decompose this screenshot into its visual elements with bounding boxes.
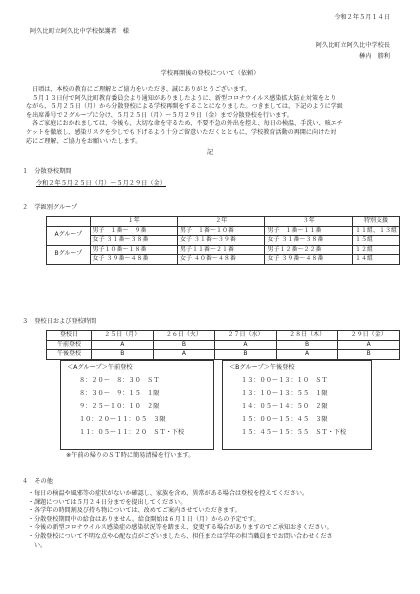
header-cell: ３年 [265,217,353,227]
schedule-corner: 登校日 [47,331,92,341]
schedule-cell: B [338,350,400,360]
sender-school: 阿久比町立阿久比中学校長 [315,42,390,49]
schedule-table [46,330,400,360]
period-text: 令和２年５月２５日（月）～５月２９日（金） [36,180,166,187]
document-title: 学校再開後の登校について（依頼） [160,70,260,77]
intro-line: 各ご家庭におかれましては、今後も、大切な命を守るため、不要不急の外出を控え、毎日の検温、手洗い、咳エチ [32,120,343,128]
date-cell: ２５日（月） [92,331,154,341]
schedule-cell: B [92,350,154,360]
schedule-row [47,350,400,360]
section1-heading: １ 分散登校期間 [22,168,72,175]
table-cell: １４組 [352,255,399,265]
time-slot: １３：００～１３：１０ ＳＴ [241,377,328,384]
time-slot: １４：０５～１４：５０ ２限 [241,403,328,410]
table-cell: 女子 ３１番～３８番 [265,236,353,246]
list-item: ・各学年の時間割及び持ち物については、改めてご案内させていただきます。 [28,507,241,515]
section2-heading: ２ 学級別グループ [22,204,78,211]
list-item: ・毎日の検温や風邪等の症状がないか確認し、家族を含め、異常がある場合は登校を控えてください。 [28,490,309,497]
date-cell: ２８日（木） [276,331,338,341]
intro-line: 応にご理解、ご協力をお願いいたします。 [26,137,142,145]
recipient: 阿久比町立阿久比中学校保護者 様 [30,28,129,35]
date-cell: ２９日（金） [338,331,400,341]
table-cell: 男子 １番～１０番 [178,226,265,236]
group-b-times-box [222,360,372,450]
row-label: 午後登校 [47,350,92,360]
intro-line: ながら、５月２５日（月）から分散登校による学校再開をすることになりました。つきましては、下記のように学級 [26,103,343,111]
time-slot: １０：２０～１１：０５ ３限 [79,416,166,423]
group-label: Aグループ [47,226,91,245]
table-cell: 女子 ３１番～３９番 [178,236,265,246]
schedule-cell: B [276,340,338,350]
group-table [46,216,400,265]
intro-line: 日頃は、本校の教育にご理解とご協力をいただき、誠にありがとうございます。 [32,86,251,93]
time-slot: １１：０５～１１：２０ ＳＴ・下校 [79,429,185,436]
list-item: ・課題については５月２４日分までを提出してください。 [28,498,187,506]
other-notes-list [28,490,333,550]
table-cell: 男子１２番～２２番 [265,245,353,255]
schedule-cell: A [338,340,400,350]
schedule-cell: A [153,350,215,360]
date-cell: ２６日（火） [153,331,215,341]
table-cell: １２組 [352,245,399,255]
table-row [47,236,400,246]
table-row [47,245,400,255]
time-slot: ８：２０～ ８：３０ ＳＴ [79,377,160,384]
header-cell: 特別支援 [352,217,399,227]
list-item: ・分散登校について不明な点や心配な点がございましたら、担任または学年の担当職員までお問い合わせくださ [28,532,333,540]
intro-line: ５月１３日付で阿久比町教育委員会より通知がありましたように、新型コロナウイルス感染拡大防止対策をとり [32,94,337,102]
ki-marker: 記 [206,149,214,156]
time-slot: ８：３０～ ９：１５ １限 [79,390,160,397]
table-cell: １１組、１３組 [352,226,399,236]
intro-paragraph [26,86,343,146]
time-slot: １３：１０～１３：５５ １限 [241,390,328,397]
group-table-header [47,217,400,227]
time-slot: １５：００～１５：４５ ３限 [241,416,328,423]
schedule-row [47,340,400,350]
table-cell: 女子 ３１番～３８番 [90,236,177,246]
schedule-cell: A [92,340,154,350]
header-cell: １年 [90,217,177,227]
schedule-cell: B [153,340,215,350]
list-item: ・今後の新型コロナウイルス感染症の感染状況等を踏まえ、変更する場合がありますのでご承知おきください。 [28,524,333,532]
header-cell: ２年 [178,217,265,227]
section3-heading: ３ 登校日および登校時間 [22,318,97,325]
group-label: Bグループ [47,245,91,264]
table-cell: 女子 ３９番～４８番 [265,255,353,265]
list-item-continuation: い。 [34,541,47,549]
table-cell: 男子 １番～１１番 [265,226,353,236]
time-slot: １５：４５～１５：５５ ＳＴ・下校 [241,429,347,436]
section4-heading: ４ その他 [22,478,53,485]
table-row [47,255,400,265]
time-slot: ９：２５～１０：１０ ２限 [79,403,160,410]
table-cell: 男子１１番～２１番 [178,245,265,255]
table-cell: １５組 [352,236,399,246]
corner-cell [47,217,91,227]
group-b-title: ＜Bグループ＞午後登校 [229,364,295,371]
group-a-title: ＜Aグループ＞午前登校 [67,364,133,371]
date-cell: ２７日（水） [215,331,277,341]
table-cell: 男子 １番～ ９番 [90,226,177,236]
table-cell: 男子１０番～１８番 [90,245,177,255]
schedule-header-row [47,331,400,341]
intro-line: を出席番号で２グループに分け、５月２５日（月）～５月２９日（金）まで分散登校を行います。 [26,111,293,119]
table-cell: 女子 ３９番～４８番 [90,255,177,265]
table-row [47,226,400,236]
schedule-cell: B [215,350,277,360]
intro-line: ケットを徹底し、感染リスクを少しでも下げるよう十分ご留意いただくとともに、学校教育活動の再開に向けた対 [26,128,337,136]
list-item: ・分散登校期間中の給食はありません。給食開始は６月１日（月）からの予定です。 [28,515,260,523]
row-label: 午前登校 [47,340,92,350]
group-a-times-box [60,360,214,450]
document-date: 令和２年５月１４日 [334,14,390,21]
sender-name: 榊内 勝利 [359,53,390,60]
cleaning-note: ※午前の帰りのＳＴ時に簡易清掃を行います。 [66,452,195,459]
schedule-cell: A [215,340,277,350]
table-cell: 女子 ４０番～４８番 [178,255,265,265]
schedule-cell: A [276,350,338,360]
